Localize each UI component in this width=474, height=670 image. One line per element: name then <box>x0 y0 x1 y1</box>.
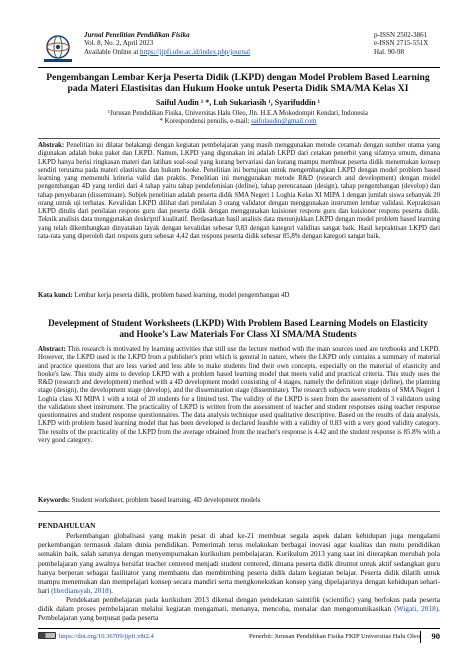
kata-kunci-text: Lembar kerja peserta didik, problem based learning, model pengembangan 4D <box>74 292 290 299</box>
journal-name: Jurnal Penelitian Pendidikan Fisika <box>84 31 190 39</box>
footer-separator <box>420 631 421 643</box>
article-authors: Saiful Audin ¹ *, Luh Sukariasih ¹, Syarifuddin ¹ <box>155 98 321 107</box>
pissn: p-ISSN 2502-3861 <box>374 31 428 39</box>
doi-link[interactable]: https://doi.org/10.36709/jipfi.v8i2.4 <box>59 633 154 640</box>
journal-logo-icon <box>38 33 78 63</box>
correspondence <box>40 118 436 126</box>
journal-availability <box>84 48 250 56</box>
section-heading: PENDAHULUAN <box>38 521 96 530</box>
publisher-text: Penerbit: Jurusan Pendidikan Fisika FKIP Universitas Halu Oleo <box>249 633 420 640</box>
citation-wigati-link[interactable]: (Wigati, 2018) <box>394 604 439 614</box>
keywords-label: Keywords: <box>38 497 70 504</box>
keywords <box>38 497 440 505</box>
journal-volume: Vol. 8, No. 2, April 2023 <box>84 39 154 48</box>
issn-info <box>374 31 440 56</box>
abstract-paragraph <box>38 346 440 445</box>
page-range: Hal. 90-98 <box>374 47 404 56</box>
para2-text: Pendekatan pembelajaran pada kurikulum 2013 dikenal dengan pendekatan saintifik (scientific) yang berfokus pada peserta didik dalam proses pembelajaran melalui kegiatan mengamati, menanya, mencoba, menalar dan mengomunikasikan <box>38 595 440 614</box>
journal-header <box>38 31 440 65</box>
abstrak-label: Abstrak: <box>38 142 65 149</box>
para1-text: Perkembangan globalisasi yang makin pesat di abad ke-21 membuat segala aspek dalam kehidupan juga mengalami perkembangan termasuk dalam dunia pendidikan. Pemerintah terus melakukan berbagai inovasi agar kualitas dan mutu pendidikan semakin baik, salah satunya dengan menyempurnakan kurikulum pembelajaran. Kurikulum 2013 yang saat ini diterapkan merubah pola pembelajaran yang awalnya bersifat teacher centered menjadi student centered, dimana peserta didik dituntut untuk aktif sedangkan guru hanya berperan sebagai fasilitator yang membantu dan membimbing peserta didik dalam kegiatan belajar. Peserta didik dilatih untuk mampu menemukan dan mempelajari konsep secara mandiri serta mengkonekstkan konsep yang dipelajarinya dengan kehidupan sehari-hari <box>38 531 440 596</box>
kata-kunci-label: Kata kunci: <box>38 292 73 299</box>
journal-info <box>84 31 250 56</box>
doi-block <box>38 632 154 640</box>
abstrak-paragraph <box>38 142 440 241</box>
intro-paragraph-1: Perkembangan globalisasi yang makin pesat di abad ke-21 membuat segala aspek dalam kehidupan juga mengalami perkembangan termasuk dalam dunia pendidikan. Pemerintah terus melakukan berbagai inovasi agar kualitas dan mutu pendidikan semakin baik, salah satunya dengan menyempurnakan kurikulum pembelajaran. Kurikulum 2013 yang saat ini diterapkan merubah pola pembelajaran yang awalnya bersifat teacher centered menjadi student centered, dimana peserta didik dituntut untuk aktif sedangkan guru hanya berperan sebagai fasilitator yang membantu dan membimbing peserta didik dalam kegiatan belajar. Peserta didik dilatih untuk mampu menemukan dan mempelajari konsep secara mandiri serta mengkonekstkan konsep yang dipelajarinya dengan kehidupan sehari-hari (Herdiansyah, 2018). <box>38 531 440 596</box>
footer-divider <box>38 628 440 629</box>
email-link[interactable]: saifulaudin@gmail.com <box>251 118 317 126</box>
abstract-bottom-divider <box>38 511 440 512</box>
affiliation-block <box>40 110 436 127</box>
correspondence-label: * Korespondensi penulis, e-mail: <box>159 118 252 126</box>
page-footer <box>38 632 440 644</box>
abstract-label: Abstract: <box>38 346 66 353</box>
page-number: 90 <box>431 631 440 641</box>
keywords-text: Student worksheet, problem based learning, 4D development models <box>71 497 261 504</box>
abstrak-text: Penelitian ini dilatar belakangi dengan kegiatan pembelajaran yang masih menggunakan metode ceramah dengan sumber utama yang digunakan adalah buku paket dan LKPD. Namun, LKPD yang digunakan ini adalah LKPD dari cetakan penerbit yang sifatnya umum, dimana LKPD hanya berisi ringkasan materi dan latihan soal-soal yang kurang bervariasi dan kurang mampu membuat peserta didik menemukan konsep sendiri terutama pada materi elastisitas dan hukum hooke. Penelitian ini bertujuan untuk mengembangkan LKPD dengan model problem based learning yang memenuhi kriteria valid dan praktis. Penelitian ini menggunakan metode R&D (research and development) dengan model pengembangan 4D yang terdiri dari 4 tahap yaitu tahap pendefenisian (define), tahap perencanaan (design), tahap pengembangan (develop) dan tahap penyebaran (disseminate). Subjek penelitian adalah peserta didik SMA Negeri 1 Loghia Kelas XI MIPA 1 dengan jumlah siswa sebanyak 20 orang untuk uji terbatas. Kevalidan LKPD dilihat dari penilaian 3 orang validator dengan menggunakan instrumen lembar validasi. Kepraktisan LKPD ditulis dari penilaian respons guru dan peserta didik dengan menggunakan kuisioner respons guru dan kuisioner respons peserta didik. Teknik analisis data menggunakan deskriptif kualitatif. Berdasarkan hasil analisis data menunjukkan LKPD dengan model problem based learning yang telah dikembangkan dinyatakan layak dengan kevalidan sebesar 0,83 dengan kategori validitas sangat baik. Hasil kepraktisan LKPD dari rata-rata yang diperoleh dari respons guru sebesar 4,42 dan respons peserta didik sebesar 85,8% dengan kategori sangat baik. <box>38 142 440 240</box>
article-title: Pengembangan Lembar Kerja Peserta Didik (LKPD) dengan Model Problem Based Learning pada Materi Elastisitas dan Hukum Hooke untuk Peserta Didik SMA/MA Kelas XI <box>46 72 430 94</box>
english-title: Develepment of Student Worksheets (LKPD) With Problem Based Learning Models on Elasticity and Hooke’s Law Materials For Class XI SMA/MA Students <box>48 318 428 339</box>
abstract-top-divider <box>38 138 440 139</box>
kata-kunci <box>38 292 440 300</box>
eissn: e-ISSN 2715-551X <box>374 39 429 48</box>
available-label: Available Online at <box>84 47 141 56</box>
creative-commons-icon <box>38 632 56 639</box>
header-divider <box>38 67 440 68</box>
affiliation: ¹Jurusan Pendidikan Fisika, Universitas Halu Oleo, Jln. H.E.A Mokodompit Kendari, Indonesia <box>108 110 368 117</box>
abstract-text: This research is motivated by learning activities that still use the lecture method with the main sources used are textbooks and LKPD. However, the LKPD used is the LKPD from a publisher's print which is general in nature, where the LKPD only contains a summary of material and practice questions that are less varied and less able to make students find their own concepts, especially on the material of elasticity and hooke's law. This study aims to develop LKPD with a problem based learning model that meets valid and practical criteria. This study uses the R&D (research and development) method with a 4D development model consisting of 4 stages, namely the definition stage (define), the planning stage (design), the development stage (develop), and the dissemination stage (disseminate). The research subjects were students of SMA Negeri 1 Loghia class XI MIPA 1 with a total of 20 students for a limited test. The validity of the LKPD is seen from the assessment of 3 validators using the validation sheet instrument. The practicality of LKPD is written from the assessment of teacher and student responses using teacher response questionnaires and student response questionnaires. The data analysis technique used qualitative descriptive. Based on the results of data analysis, LKPD with problem based learning model that has been developed is declared feasible with a validity of 0.83 with a very good validity category. The results of the practicality of the LKPD from the average obtained from the teacher's response is 4.42 and the student response is 85.8% with a very good category. <box>38 346 440 444</box>
intro-paragraph-2 <box>38 595 440 623</box>
para2-end: . Pembelajaran yang berpusat pada peserta <box>38 604 440 623</box>
citation-herdiansyah-link[interactable]: (Herdiansyah, 2018) <box>51 586 112 596</box>
journal-url-link[interactable]: https://jipfi.uho.ac.id/index.php/journal <box>140 47 251 56</box>
